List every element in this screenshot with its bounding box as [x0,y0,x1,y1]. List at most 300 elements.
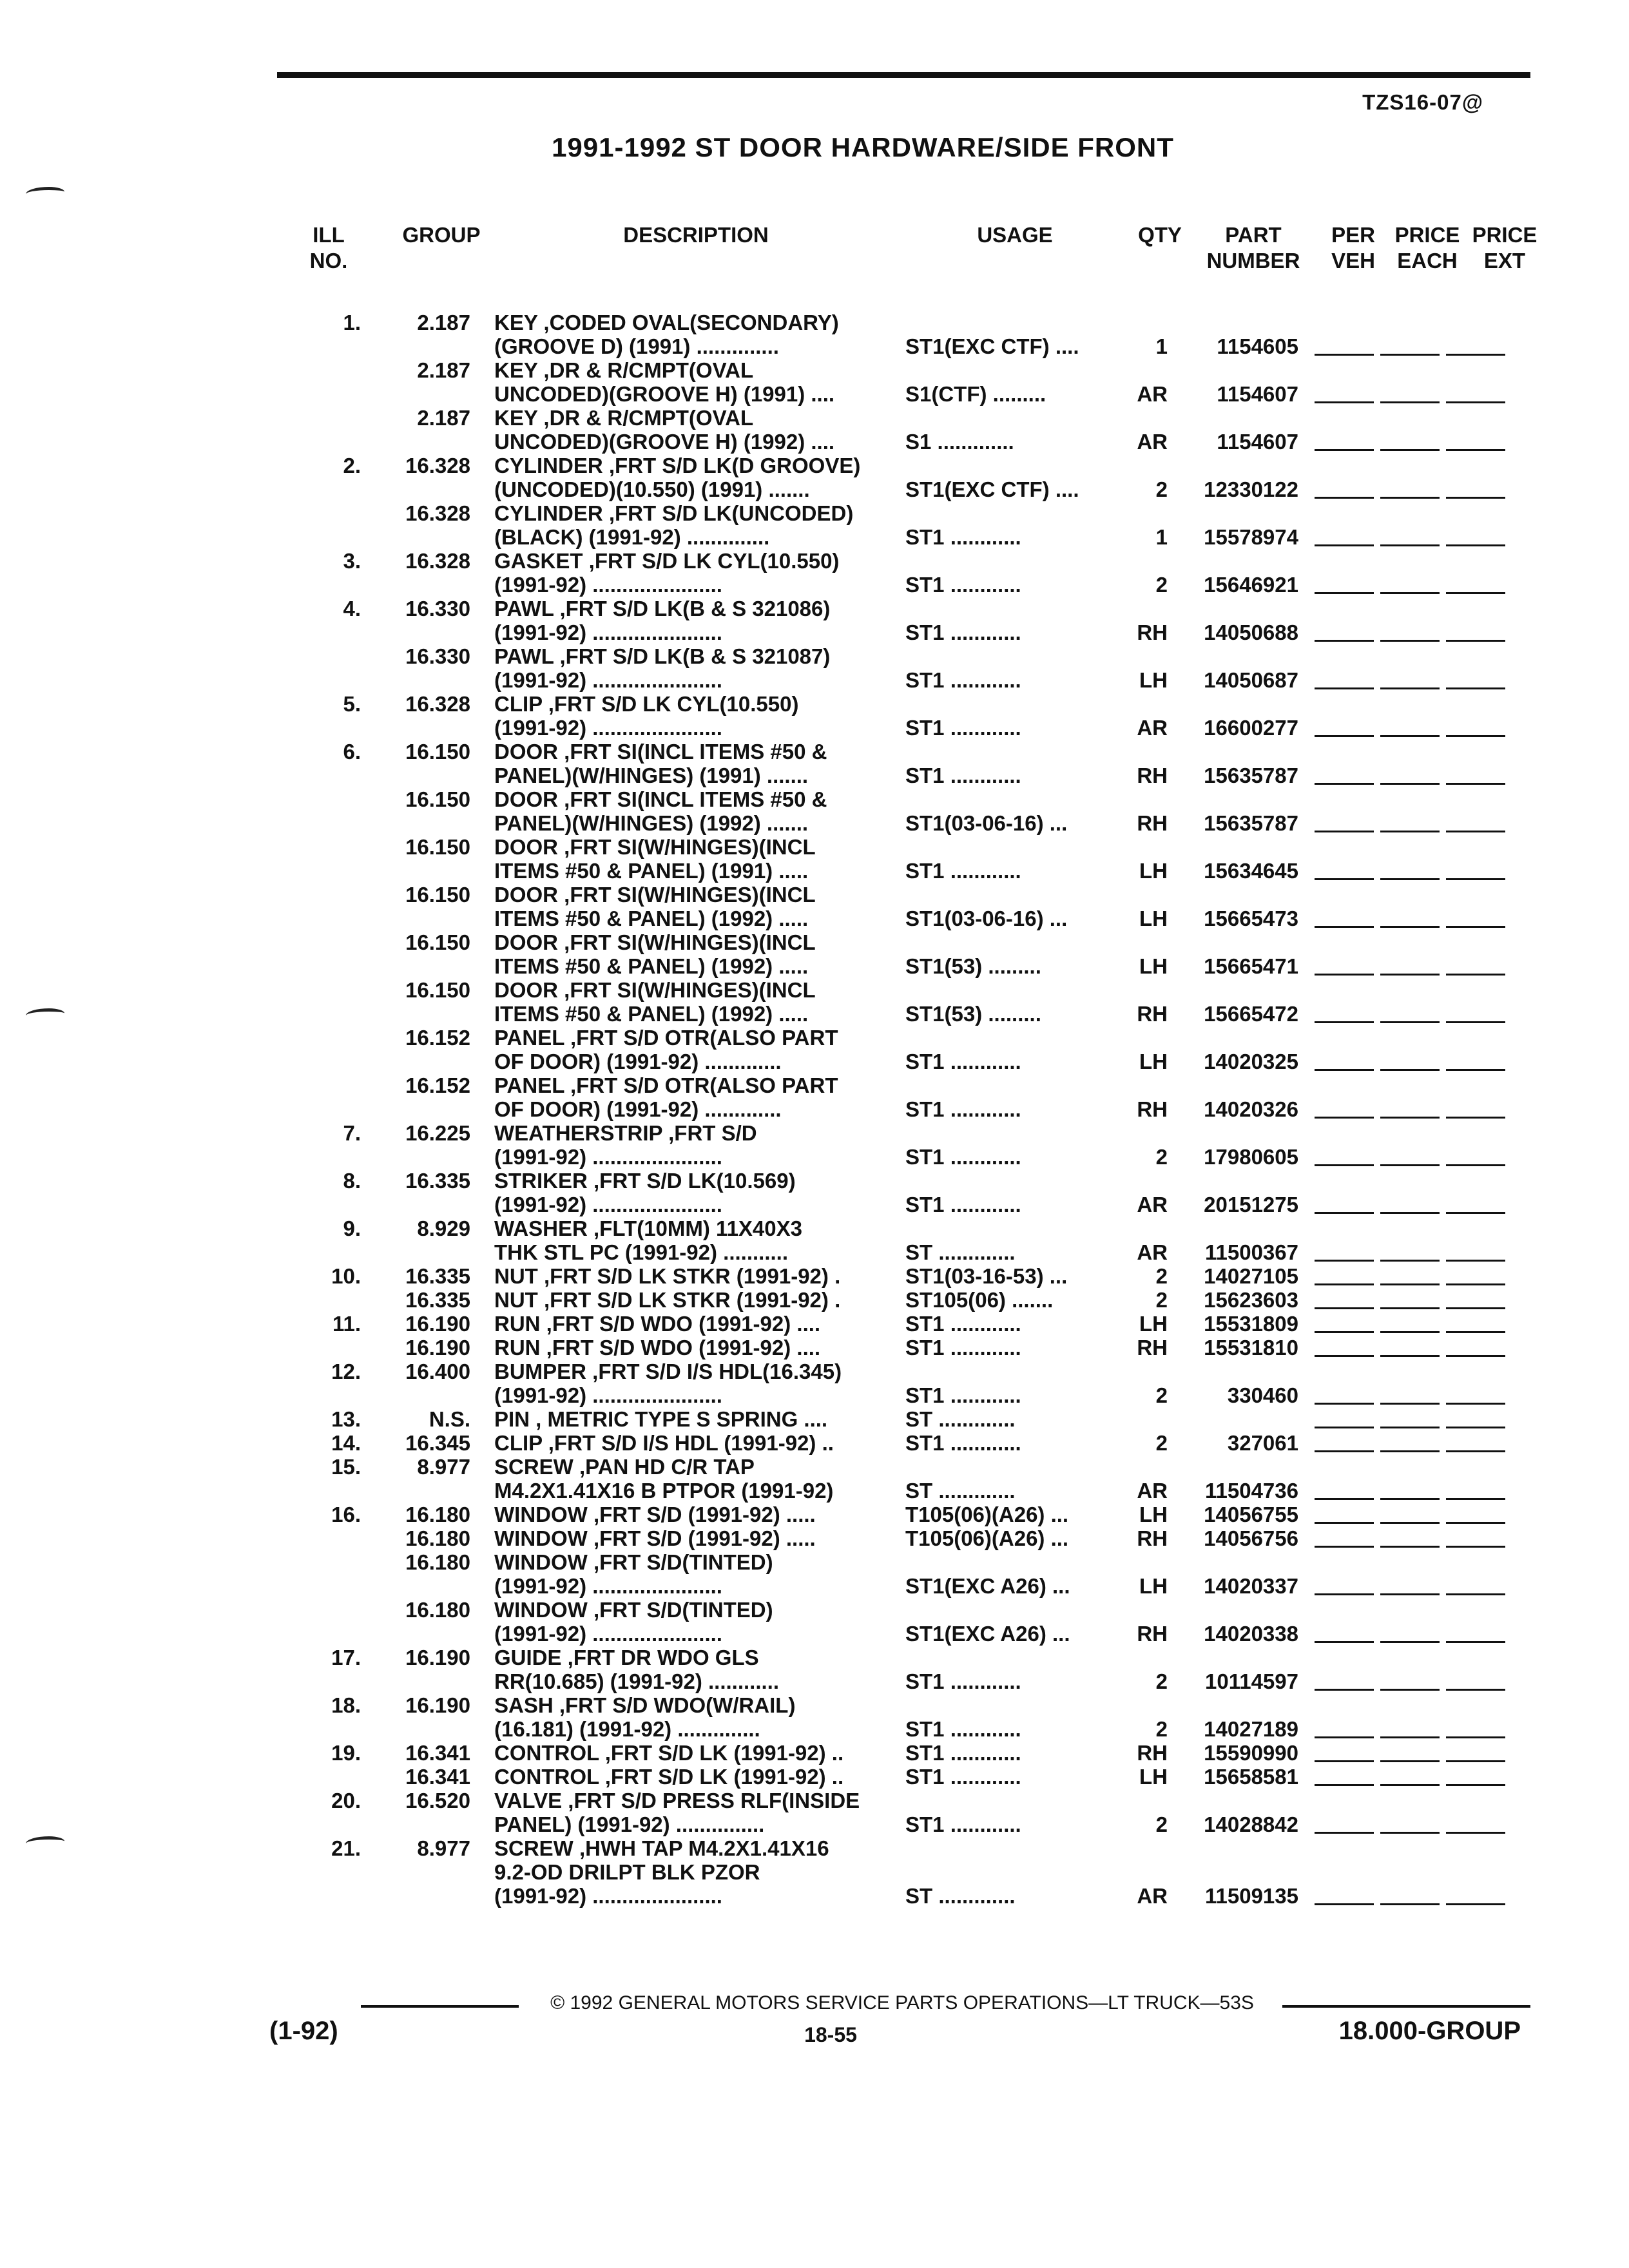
group-number: 16.341 [405,1765,470,1789]
price-ext-blank [1446,1403,1505,1405]
quantity: AR [1137,430,1168,454]
part-number: 17980605 [1204,1145,1298,1169]
per-veh-blank [1315,354,1374,356]
part-number: 14020325 [1204,1050,1298,1073]
quantity: 2 [1155,1383,1168,1407]
quantity: LH [1139,907,1168,930]
per-veh-blank [1315,1260,1374,1262]
usage: T105(06)(A26) ... [905,1526,1069,1550]
per-veh-blank [1315,497,1374,499]
part-number: 327061 [1227,1431,1298,1455]
parts-line [303,1431,1540,1455]
description: WINDOW ,FRT S/D(TINTED) [494,1550,773,1574]
ill-number: 3. [343,549,361,573]
quantity: RH [1137,1002,1168,1026]
quantity: LH [1139,1765,1168,1789]
part-number: 1154607 [1217,430,1298,454]
description: (1991-92) ...................... [494,716,722,740]
parts-line [303,1741,1540,1765]
per-veh-blank [1315,1427,1374,1428]
part-number: 12330122 [1204,477,1298,501]
usage: ST1(EXC CTF) .... [905,334,1079,358]
price-each-blank [1380,1427,1440,1428]
price-each-blank [1380,1331,1440,1333]
parts-line [303,978,1540,1002]
usage: ST1(EXC A26) ... [905,1574,1070,1598]
description: ITEMS #50 & PANEL) (1992) ..... [494,907,809,930]
per-veh-blank [1315,1689,1374,1691]
price-ext-blank [1446,1069,1505,1071]
price-ext-blank [1446,926,1505,928]
description: PANEL ,FRT S/D OTR(ALSO PART [494,1073,838,1097]
price-ext-blank [1446,1331,1505,1333]
description: CONTROL ,FRT S/D LK (1991-92) .. [494,1765,844,1789]
ill-number: 11. [332,1312,361,1336]
part-number: 20151275 [1204,1193,1298,1216]
ill-number: 18. [331,1693,361,1717]
description: NUT ,FRT S/D LK STKR (1991-92) . [494,1264,841,1288]
per-veh-blank [1315,1522,1374,1524]
price-each-blank [1380,1450,1440,1452]
usage: ST1 ............ [905,620,1021,644]
price-ext-blank [1446,592,1505,594]
usage: ST ............. [905,1407,1016,1431]
column-header-group: GROUP [402,223,481,247]
column-header-price-each: PRICE EACH [1394,223,1460,273]
parts-line [303,1574,1540,1598]
description: RUN ,FRT S/D WDO (1991-92) .... [494,1336,821,1360]
price-ext-blank [1446,878,1505,880]
price-ext-blank [1446,1641,1505,1643]
ill-number: 19. [331,1741,361,1765]
group-number: 16.341 [405,1741,470,1765]
description: WINDOW ,FRT S/D (1991-92) ..... [494,1503,816,1526]
part-number: 14027105 [1204,1264,1298,1288]
part-number: 14050687 [1204,668,1298,692]
description: (1991-92) ...................... [494,573,722,597]
column-header-part-number: PART NUMBER [1206,223,1300,273]
description: OF DOOR) (1991-92) ............. [494,1097,782,1121]
ill-number: 5. [343,692,361,716]
group-number: 16.328 [405,692,470,716]
parts-line [303,1193,1540,1216]
description: (1991-92) ...................... [494,1622,722,1646]
per-veh-blank [1315,544,1374,546]
usage: ST1 ............ [905,716,1021,740]
description: PANEL ,FRT S/D OTR(ALSO PART [494,1026,838,1050]
price-ext-blank [1446,974,1505,975]
part-number: 14028842 [1204,1812,1298,1836]
parts-line [303,716,1540,740]
group-number: 16.150 [405,930,470,954]
per-veh-blank [1315,449,1374,451]
part-number: 15634645 [1204,859,1298,883]
price-each-blank [1380,1403,1440,1405]
parts-line [303,1860,1540,1884]
per-veh-blank [1315,1593,1374,1595]
quantity: RH [1137,1741,1168,1765]
per-veh-blank [1315,1903,1374,1905]
parts-line [303,1884,1540,1908]
quantity: RH [1137,1622,1168,1646]
price-ext-blank [1446,1760,1505,1762]
quantity: AR [1137,1240,1168,1264]
usage: ST1 ............ [905,1717,1021,1741]
usage: ST1 ............ [905,525,1021,549]
group-number: N.S. [429,1407,470,1431]
parts-line [303,573,1540,597]
ill-number: 17. [331,1646,361,1669]
parts-list [303,311,1540,1908]
quantity: LH [1139,954,1168,978]
price-ext-blank [1446,831,1505,832]
parts-line [303,311,1540,334]
usage: T105(06)(A26) ... [905,1503,1069,1526]
quantity: LH [1139,1312,1168,1336]
price-ext-blank [1446,497,1505,499]
parts-line [303,787,1540,811]
quantity: 2 [1155,1669,1168,1693]
parts-line [303,1526,1540,1550]
parts-line [303,358,1540,382]
column-header-qty: QTY [1138,223,1182,247]
per-veh-blank [1315,1450,1374,1452]
group-number: 8.929 [417,1216,470,1240]
part-number: 16600277 [1204,716,1298,740]
price-ext-blank [1446,1736,1505,1738]
usage: ST1 ............ [905,764,1021,787]
parts-line [303,1288,1540,1312]
quantity: RH [1137,1526,1168,1550]
parts-line [303,1503,1540,1526]
price-each-blank [1380,1355,1440,1357]
quantity: 2 [1155,477,1168,501]
description: DOOR ,FRT SI(W/HINGES)(INCL [494,835,816,859]
price-ext-blank [1446,544,1505,546]
parts-line [303,1002,1540,1026]
price-each-blank [1380,1784,1440,1786]
parts-line [303,1693,1540,1717]
per-veh-blank [1315,831,1374,832]
usage: ST1 ............ [905,1145,1021,1169]
ill-number: 16. [331,1503,361,1526]
parts-line [303,1455,1540,1479]
description: GUIDE ,FRT DR WDO GLS [494,1646,759,1669]
quantity: 1 [1155,334,1168,358]
per-veh-blank [1315,1283,1374,1285]
description: WINDOW ,FRT S/D(TINTED) [494,1598,773,1622]
per-veh-blank [1315,401,1374,403]
description: UNCODED)(GROOVE H) (1991) .... [494,382,835,406]
price-each-blank [1380,1260,1440,1262]
group-number: 16.328 [405,501,470,525]
description: PANEL)(W/HINGES) (1992) ....... [494,811,809,835]
group-number: 2.187 [417,358,470,382]
parts-line [303,501,1540,525]
footer-rule-right [1282,2005,1530,2008]
per-veh-blank [1315,1117,1374,1119]
usage: ST1(EXC CTF) .... [905,477,1079,501]
usage: ST1(03-06-16) ... [905,811,1068,835]
part-number: 14020338 [1204,1622,1298,1646]
price-ext-blank [1446,1784,1505,1786]
parts-line [303,1479,1540,1503]
price-ext-blank [1446,401,1505,403]
parts-line [303,1097,1540,1121]
parts-line [303,334,1540,358]
usage: ST1(03-16-53) ... [905,1264,1068,1288]
per-veh-blank [1315,1736,1374,1738]
description: ITEMS #50 & PANEL) (1992) ..... [494,1002,809,1026]
quantity: LH [1139,1503,1168,1526]
usage: ST ............. [905,1240,1016,1264]
parts-line [303,1145,1540,1169]
description: UNCODED)(GROOVE H) (1992) .... [494,430,835,454]
parts-line [303,1050,1540,1073]
price-ext-blank [1446,449,1505,451]
parts-line [303,1836,1540,1860]
price-each-blank [1380,449,1440,451]
ill-number: 2. [343,454,361,477]
group-number: 8.977 [417,1455,470,1479]
footer-rule-left [361,2005,519,2008]
per-veh-blank [1315,926,1374,928]
quantity: AR [1137,1193,1168,1216]
price-ext-blank [1446,1498,1505,1500]
usage: ST1 ............ [905,1193,1021,1216]
description: PIN , METRIC TYPE S SPRING .... [494,1407,828,1431]
description: (1991-92) ...................... [494,1193,722,1216]
usage: ST1 ............ [905,1741,1021,1765]
price-each-blank [1380,1283,1440,1285]
copyright-notice: © 1992 GENERAL MOTORS SERVICE PARTS OPERATIONS—LT TRUCK—53S [550,1992,1254,2013]
description: STRIKER ,FRT S/D LK(10.569) [494,1169,796,1193]
price-ext-blank [1446,1164,1505,1166]
top-rule [277,72,1530,78]
description: (GROOVE D) (1991) .............. [494,334,779,358]
price-each-blank [1380,544,1440,546]
description: PANEL) (1991-92) ............... [494,1812,765,1836]
description: DOOR ,FRT SI(W/HINGES)(INCL [494,978,816,1002]
description: CYLINDER ,FRT S/D LK(D GROOVE) [494,454,861,477]
price-each-blank [1380,1736,1440,1738]
group-number: 16.150 [405,883,470,907]
part-number: 14020337 [1204,1574,1298,1598]
per-veh-blank [1315,1403,1374,1405]
price-each-blank [1380,1212,1440,1214]
per-veh-blank [1315,1212,1374,1214]
description: M4.2X1.41X16 B PTPOR (1991-92) [494,1479,834,1503]
parts-line [303,668,1540,692]
quantity: RH [1137,620,1168,644]
ill-number: 4. [343,597,361,620]
revision-date: (1-92) [269,2017,338,2045]
description: 9.2-OD DRILPT BLK PZOR [494,1860,760,1884]
description: (16.181) (1991-92) .............. [494,1717,760,1741]
parts-line [303,477,1540,501]
usage: ST1 ............ [905,1097,1021,1121]
part-number: 15623603 [1204,1288,1298,1312]
per-veh-blank [1315,1069,1374,1071]
group-label: 18.000-GROUP [1338,2017,1521,2045]
quantity: AR [1137,716,1168,740]
price-ext-blank [1446,1450,1505,1452]
quantity: 2 [1155,1288,1168,1312]
description: NUT ,FRT S/D LK STKR (1991-92) . [494,1288,841,1312]
quantity: 2 [1155,1264,1168,1288]
description: DOOR ,FRT SI(W/HINGES)(INCL [494,930,816,954]
parts-line [303,1646,1540,1669]
ill-number: 14. [331,1431,361,1455]
group-number: 8.977 [417,1836,470,1860]
ill-number: 20. [331,1789,361,1812]
description: THK STL PC (1991-92) ........... [494,1240,789,1264]
description: ITEMS #50 & PANEL) (1992) ..... [494,954,809,978]
part-number: 11500367 [1204,1240,1298,1264]
usage: ST1 ............ [905,1765,1021,1789]
ill-number: 13. [331,1407,361,1431]
price-each-blank [1380,974,1440,975]
usage: ST1 ............ [905,1336,1021,1360]
group-number: 16.335 [405,1169,470,1193]
per-veh-blank [1315,1331,1374,1333]
usage: ST1(EXC A26) ... [905,1622,1070,1646]
part-number: 15646921 [1204,573,1298,597]
ill-number: 6. [343,740,361,764]
per-veh-blank [1315,1760,1374,1762]
parts-line [303,1264,1540,1288]
price-ext-blank [1446,1832,1505,1834]
part-number: 11504736 [1204,1479,1298,1503]
description: WEATHERSTRIP ,FRT S/D [494,1121,757,1145]
description: DOOR ,FRT SI(INCL ITEMS #50 & [494,787,827,811]
price-each-blank [1380,1522,1440,1524]
part-number: 14020326 [1204,1097,1298,1121]
usage: ST1 ............ [905,859,1021,883]
part-number: 14056756 [1204,1526,1298,1550]
ill-number: 7. [343,1121,361,1145]
group-number: 16.152 [405,1073,470,1097]
parts-line [303,1026,1540,1050]
description: WASHER ,FLT(10MM) 11X40X3 [494,1216,803,1240]
price-each-blank [1380,1021,1440,1023]
parts-line [303,1383,1540,1407]
binder-hole-mark [26,1008,64,1021]
description: PAWL ,FRT S/D LK(B & S 321087) [494,644,831,668]
group-number: 16.190 [405,1693,470,1717]
parts-line [303,954,1540,978]
page-title: 1991-1992 ST DOOR HARDWARE/SIDE FRONT [552,132,1174,162]
binder-hole-mark [26,1836,64,1849]
parts-line [303,811,1540,835]
per-veh-blank [1315,783,1374,785]
group-number: 16.190 [405,1646,470,1669]
description: DOOR ,FRT SI(INCL ITEMS #50 & [494,740,827,764]
column-header-description: DESCRIPTION [623,223,769,247]
column-header-price-ext: PRICE EXT [1472,223,1537,273]
ill-number: 15. [331,1455,361,1479]
description: (1991-92) ...................... [494,1574,722,1598]
description: CONTROL ,FRT S/D LK (1991-92) .. [494,1741,844,1765]
price-ext-blank [1446,1117,1505,1119]
group-number: 16.180 [405,1598,470,1622]
ill-number: 9. [343,1216,361,1240]
group-number: 16.150 [405,978,470,1002]
quantity: 2 [1155,1812,1168,1836]
quantity: RH [1137,811,1168,835]
usage: ST1 ............ [905,1431,1021,1455]
price-each-blank [1380,831,1440,832]
quantity: AR [1137,1479,1168,1503]
price-ext-blank [1446,687,1505,689]
part-number: 330460 [1227,1383,1298,1407]
description: KEY ,CODED OVAL(SECONDARY) [494,311,839,334]
parts-line [303,1240,1540,1264]
part-number: 15578974 [1204,525,1298,549]
per-veh-blank [1315,592,1374,594]
column-header-usage: USAGE [977,223,1053,247]
parts-line [303,454,1540,477]
group-number: 16.330 [405,597,470,620]
usage: ST1(53) ......... [905,1002,1041,1026]
quantity: 2 [1155,573,1168,597]
price-each-blank [1380,1164,1440,1166]
usage: ST1 ............ [905,668,1021,692]
usage: ST105(06) ....... [905,1288,1054,1312]
per-veh-blank [1315,1498,1374,1500]
price-each-blank [1380,1546,1440,1548]
price-each-blank [1380,878,1440,880]
group-number: 16.180 [405,1526,470,1550]
description: RR(10.685) (1991-92) ............ [494,1669,780,1693]
column-header-per-veh: PER VEH [1331,223,1375,273]
description: BUMPER ,FRT S/D I/S HDL(16.345) [494,1360,842,1383]
per-veh-blank [1315,1164,1374,1166]
parts-line [303,549,1540,573]
quantity: RH [1137,764,1168,787]
price-each-blank [1380,1307,1440,1309]
group-number: 16.180 [405,1550,470,1574]
parts-line [303,430,1540,454]
quantity: LH [1139,1050,1168,1073]
part-number: 1154607 [1217,382,1298,406]
description: (1991-92) ...................... [494,1383,722,1407]
price-each-blank [1380,592,1440,594]
description: SCREW ,PAN HD C/R TAP [494,1455,755,1479]
description: OF DOOR) (1991-92) ............. [494,1050,782,1073]
price-each-blank [1380,783,1440,785]
description: SCREW ,HWH TAP M4.2X1.41X16 [494,1836,829,1860]
parts-line [303,907,1540,930]
parts-line [303,1336,1540,1360]
usage: ST1 ............ [905,1050,1021,1073]
per-veh-blank [1315,1307,1374,1309]
quantity: LH [1139,859,1168,883]
description: (1991-92) ...................... [494,1884,722,1908]
part-number: 15665471 [1204,954,1298,978]
quantity: LH [1139,1574,1168,1598]
parts-line [303,1812,1540,1836]
description: CLIP ,FRT S/D LK CYL(10.550) [494,692,799,716]
description: (1991-92) ...................... [494,1145,722,1169]
usage: ST1 ............ [905,1383,1021,1407]
price-each-blank [1380,687,1440,689]
price-ext-blank [1446,1355,1505,1357]
group-number: 2.187 [417,406,470,430]
group-number: 16.345 [405,1431,470,1455]
group-number: 16.335 [405,1264,470,1288]
description: PAWL ,FRT S/D LK(B & S 321086) [494,597,831,620]
